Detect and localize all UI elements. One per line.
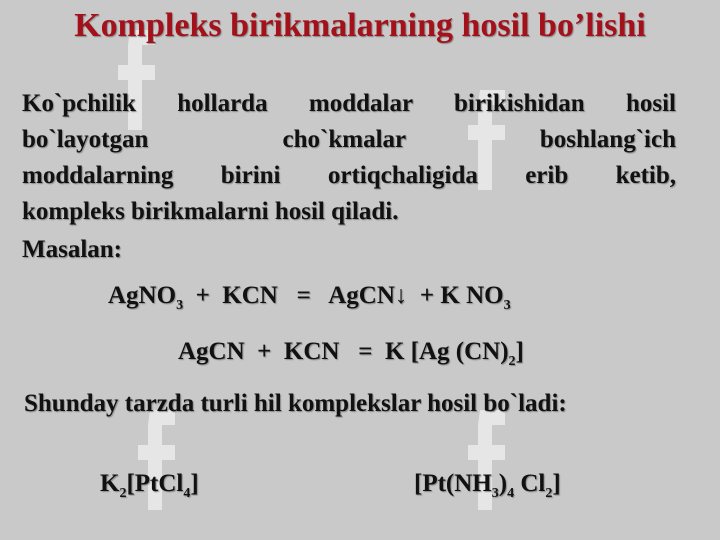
example-label: Masalan: <box>22 236 122 263</box>
paragraph-line: moddalarning birini ortiqchaligida erib ketib, <box>22 162 676 189</box>
equation-2 <box>178 338 524 370</box>
complex2-part: Cl <box>514 470 546 497</box>
summary-line: Shunday tarzda turli hil komplekslar hosil bo`ladi: <box>24 390 567 417</box>
eq1-subscript: 3 <box>503 298 511 313</box>
watermark-logo-icon <box>120 400 200 520</box>
paragraph-line: kompleks birikmalarni hosil qiladi. <box>22 198 399 225</box>
watermark-logo-icon <box>450 400 530 520</box>
complex1-part: [PtCl <box>126 470 184 497</box>
eq1-part: + KCN = AgCN↓ + K NO <box>183 282 504 309</box>
complex2-subscript: 2 <box>545 486 553 501</box>
complex2-part: [Pt(NH <box>414 470 492 497</box>
complex2-subscript: 3 <box>491 486 499 501</box>
complex-formula-2 <box>414 470 561 502</box>
equation-1 <box>108 282 511 314</box>
complex1-subscript: 4 <box>183 486 191 501</box>
paragraph-line: Ko`pchilik hollarda moddalar birikishidan hosil <box>22 90 676 117</box>
complex2-part: ] <box>552 470 561 497</box>
paragraph-line: bo`layotgan cho`kmalar boshlang`ich <box>22 126 676 153</box>
complex2-subscript: 4 <box>507 486 515 501</box>
eq1-part: AgNO <box>108 282 177 309</box>
eq2-subscript: 2 <box>508 354 516 369</box>
complex-formula-1 <box>100 470 199 502</box>
eq2-part: AgCN + KCN = K [Ag (CN) <box>178 338 509 365</box>
complex1-part: ] <box>190 470 199 497</box>
complex1-part: K <box>100 470 120 497</box>
eq2-part: ] <box>515 338 524 365</box>
slide-title: Kompleks birikmalarning hosil bo’lishi <box>74 7 646 44</box>
body-paragraph <box>22 86 676 230</box>
complex1-subscript: 2 <box>119 486 127 501</box>
eq1-subscript: 3 <box>176 298 184 313</box>
complex2-part: ) <box>498 470 508 497</box>
